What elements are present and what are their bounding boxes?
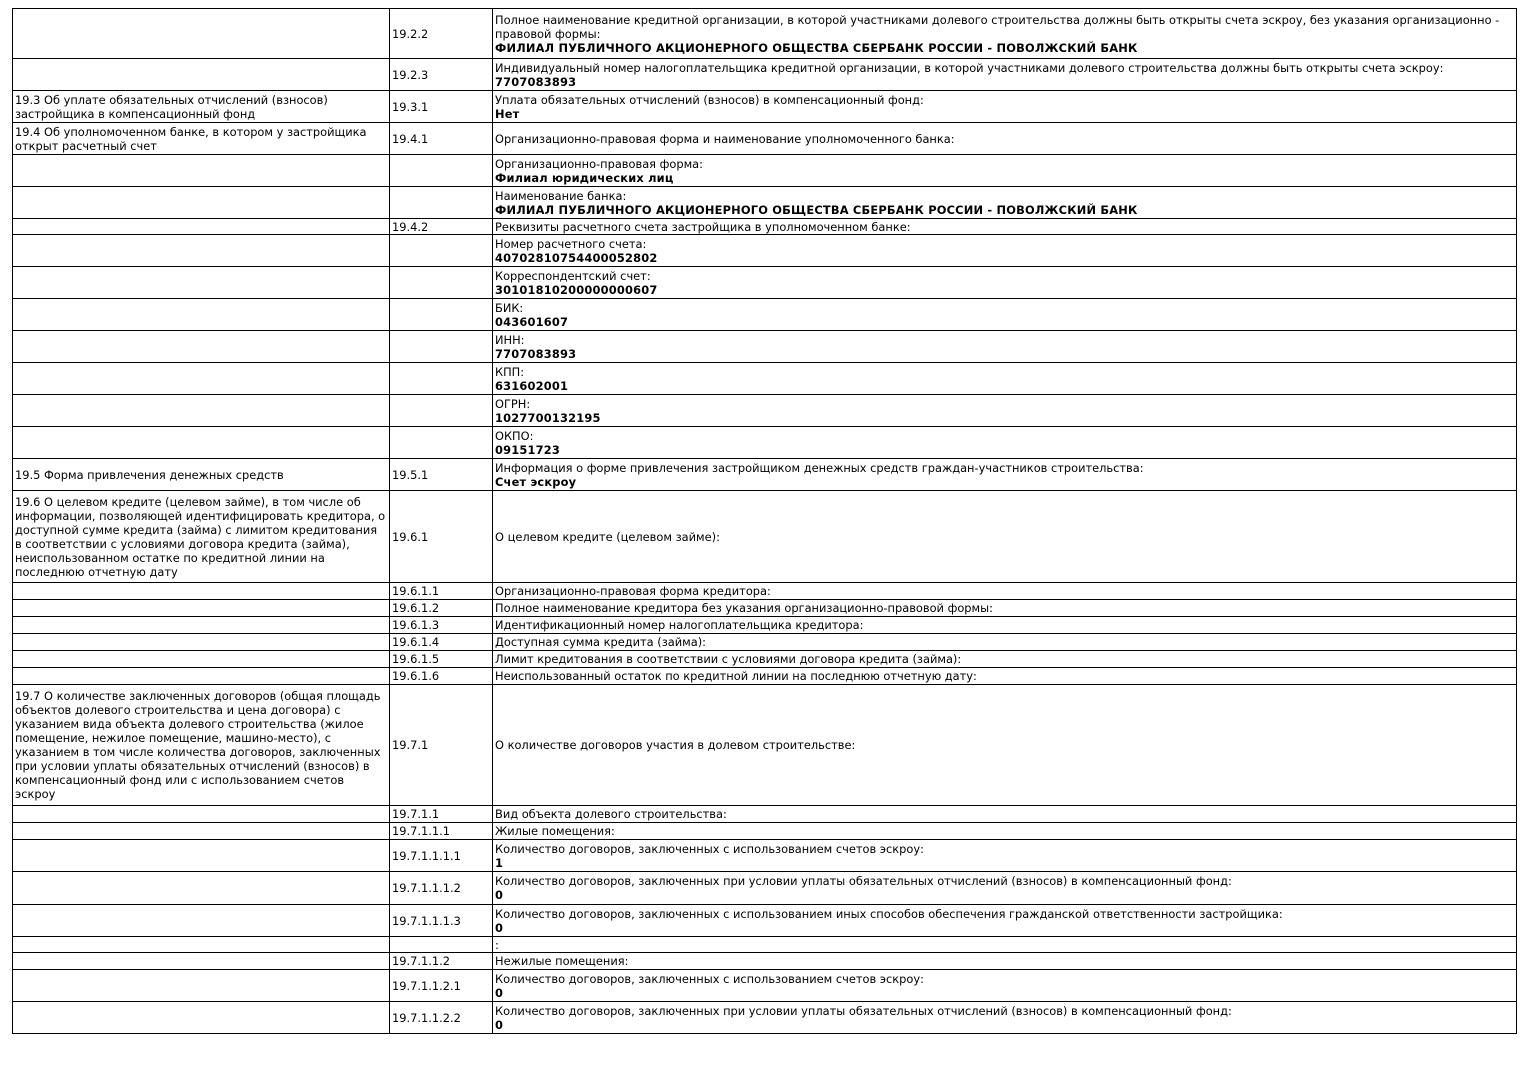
content-cell [493,267,1517,299]
code-cell: 19.6.1.5 [390,651,493,668]
content-cell [493,235,1517,267]
code-cell: 19.2.3 [390,59,493,91]
table-row [13,840,1517,872]
section-cell [13,872,390,905]
content-cell [493,872,1517,905]
code-cell: 19.6.1 [390,491,493,583]
section-cell [13,953,390,970]
code-cell [390,187,493,219]
table-row [13,299,1517,331]
content-cell [493,600,1517,617]
content-cell [493,685,1517,806]
code-cell: 19.6.1.6 [390,668,493,685]
field-label: Количество договоров, заключенных с использованием иных способов обеспечения гражданской ответственности застройщика: [495,906,1283,921]
field-value: 09151723 [495,442,561,457]
code-cell: 19.7.1 [390,685,493,806]
code-cell: 19.4.1 [390,123,493,155]
disclosure-table [12,8,1517,1034]
field-label: О количестве договоров участия в долевом строительстве: [495,738,856,752]
field-label: Лимит кредитования в соответствии с условиями договора кредита (займа): [495,652,962,666]
section-cell [13,823,390,840]
table-row [13,668,1517,685]
section-cell: 19.3 Об уплате обязательных отчислений (взносов) застройщика в компенсационный фонд [13,91,390,123]
content-cell [493,668,1517,685]
field-label: Количество договоров, заключенных при условии уплаты обязательных отчислений (взносов) в компенсационный фонд: [495,1003,1232,1018]
content-cell [493,123,1517,155]
field-label: Наименование банка: [495,188,627,203]
table-row [13,970,1517,1002]
field-label: Организационно-правовая форма: [495,156,704,171]
section-cell [13,235,390,267]
code-cell [390,395,493,427]
field-value: 631602001 [495,378,569,393]
field-value: 1027700132195 [495,410,601,425]
field-label: Количество договоров, заключенных с использованием счетов эскроу: [495,971,924,986]
field-value: ФИЛИАЛ ПУБЛИЧНОГО АКЦИОНЕРНОГО ОБЩЕСТВА СБЕРБАНК РОССИИ - ПОВОЛЖСКИЙ БАНК [495,202,1138,217]
content-cell [493,59,1517,91]
field-label: Нежилые помещения: [495,954,629,968]
table-row [13,617,1517,634]
field-value: 1 [495,855,504,870]
section-cell [13,905,390,937]
code-cell: 19.7.1.1.1.1 [390,840,493,872]
content-cell [493,427,1517,459]
field-label: БИК: [495,300,524,315]
field-label: Уплата обязательных отчислений (взносов) в компенсационный фонд: [495,92,924,107]
section-cell [13,583,390,600]
section-cell [13,840,390,872]
code-cell: 19.6.1.1 [390,583,493,600]
disclosure-table-body [13,9,1517,1034]
field-value: 0 [495,985,504,1000]
table-row [13,219,1517,235]
content-cell [493,9,1517,59]
field-label: Идентификационный номер налогоплательщика кредитора: [495,618,864,632]
section-cell [13,363,390,395]
field-value: 7707083893 [495,346,577,361]
field-value: 7707083893 [495,74,577,89]
code-cell: 19.7.1.1.1.3 [390,905,493,937]
section-cell: 19.4 Об уполномоченном банке, в котором у застройщика открыт расчетный счет [13,123,390,155]
code-cell [390,235,493,267]
table-row [13,651,1517,668]
section-cell [13,617,390,634]
section-cell [13,267,390,299]
content-cell [493,840,1517,872]
code-cell [390,267,493,299]
table-row [13,872,1517,905]
code-cell [390,331,493,363]
code-cell: 19.5.1 [390,459,493,491]
table-row [13,331,1517,363]
table-row [13,91,1517,123]
content-cell [493,905,1517,937]
table-row [13,1002,1517,1034]
table-row [13,634,1517,651]
section-cell: 19.5 Форма привлечения денежных средств [13,459,390,491]
field-value: 0 [495,1017,504,1032]
content-cell [493,299,1517,331]
field-value: 0 [495,920,504,935]
content-cell [493,155,1517,187]
content-cell [493,806,1517,823]
content-cell [493,953,1517,970]
table-row [13,155,1517,187]
field-label: Номер расчетного счета: [495,236,647,251]
field-label: Неиспользованный остаток по кредитной линии на последнюю отчетную дату: [495,669,977,683]
field-label: Вид объекта долевого строительства: [495,807,727,821]
table-row [13,395,1517,427]
table-row [13,363,1517,395]
content-cell [493,187,1517,219]
code-cell: 19.7.1.1 [390,806,493,823]
field-label: Индивидуальный номер налогоплательщика кредитной организации, в которой участниками долевого строительства должны быть открыты счета эскроу: [495,60,1444,75]
section-cell [13,155,390,187]
table-row [13,187,1517,219]
table-row [13,235,1517,267]
table-row [13,491,1517,583]
table-row [13,953,1517,970]
field-label: ИНН: [495,332,525,347]
code-cell [390,299,493,331]
field-label: : [495,937,499,952]
field-value: 30101810200000000607 [495,282,658,297]
section-cell [13,651,390,668]
code-cell: 19.6.1.4 [390,634,493,651]
section-cell [13,600,390,617]
code-cell: 19.7.1.1.1 [390,823,493,840]
content-cell [493,583,1517,600]
code-cell: 19.6.1.3 [390,617,493,634]
field-value: 043601607 [495,314,569,329]
table-row [13,9,1517,59]
field-label: О целевом кредите (целевом займе): [495,529,720,544]
section-cell [13,668,390,685]
field-label: ОКПО: [495,428,534,443]
field-label: Полное наименование кредитора без указания организационно-правовой формы: [495,601,993,615]
table-row [13,123,1517,155]
content-cell [493,331,1517,363]
code-cell: 19.6.1.2 [390,600,493,617]
section-cell [13,219,390,235]
table-row [13,823,1517,840]
field-label: Организационно-правовая форма кредитора: [495,584,771,598]
table-row [13,685,1517,806]
section-cell: 19.7 О количестве заключенных договоров (общая площадь объектов долевого строительства и цена договора) с указанием вида объекта долевого строительства (жилое помещение, нежилое помещение, машино-место), с указанием в том числе количества договоров, заключенных при условии уплаты обязательных отчислений (взносов) в компенсационный фонд или с использованием счетов эскроу [13,685,390,806]
section-cell [13,187,390,219]
code-cell [390,937,493,953]
field-label: Реквизиты расчетного счета застройщика в уполномоченном банке: [495,219,911,234]
content-cell [493,459,1517,491]
field-value: ФИЛИАЛ ПУБЛИЧНОГО АКЦИОНЕРНОГО ОБЩЕСТВА СБЕРБАНК РОССИИ - ПОВОЛЖСКИЙ БАНК [495,40,1138,55]
content-cell [493,491,1517,583]
content-cell [493,91,1517,123]
section-cell [13,299,390,331]
section-cell [13,970,390,1002]
code-cell: 19.7.1.1.2.1 [390,970,493,1002]
content-cell [493,617,1517,634]
content-cell [493,363,1517,395]
code-cell [390,155,493,187]
code-cell: 19.2.2 [390,9,493,59]
table-row [13,905,1517,937]
field-label: Полное наименование кредитной организации, в которой участниками долевого строительства должны быть открыты счета эскроу, без указания организационно - правовой формы: [495,12,1500,41]
code-cell: 19.7.1.1.2.2 [390,1002,493,1034]
section-cell [13,9,390,59]
content-cell [493,823,1517,840]
field-value: 40702810754400052802 [495,250,658,265]
table-row [13,459,1517,491]
field-value: Филиал юридических лиц [495,170,674,185]
section-cell [13,331,390,363]
section-cell [13,806,390,823]
field-value: Нет [495,106,520,121]
section-cell [13,1002,390,1034]
table-row [13,267,1517,299]
field-value: Счет эскроу [495,474,577,489]
field-label: Количество договоров, заключенных с использованием счетов эскроу: [495,841,924,856]
content-cell [493,219,1517,235]
section-cell [13,395,390,427]
table-row [13,600,1517,617]
section-cell [13,634,390,651]
content-cell [493,970,1517,1002]
table-row [13,59,1517,91]
code-cell [390,427,493,459]
code-cell: 19.4.2 [390,219,493,235]
field-label: Жилые помещения: [495,824,615,838]
table-row [13,937,1517,953]
content-cell [493,1002,1517,1034]
content-cell [493,651,1517,668]
table-row [13,427,1517,459]
code-cell [390,363,493,395]
field-label: ОГРН: [495,396,531,411]
code-cell: 19.3.1 [390,91,493,123]
section-cell [13,937,390,953]
content-cell [493,634,1517,651]
field-label: Доступная сумма кредита (займа): [495,635,707,649]
field-label: Корреспондентский счет: [495,268,651,283]
section-cell [13,59,390,91]
code-cell: 19.7.1.1.2 [390,953,493,970]
field-label: Информация о форме привлечения застройщиком денежных средств граждан-участников строительства: [495,460,1144,475]
field-label: Организационно-правовая форма и наименование уполномоченного банка: [495,131,955,146]
code-cell: 19.7.1.1.1.2 [390,872,493,905]
content-cell [493,395,1517,427]
section-cell [13,427,390,459]
field-value: 0 [495,888,504,902]
section-cell: 19.6 О целевом кредите (целевом займе), в том числе об информации, позволяющей идентифицировать кредитора, о доступной сумме кредита (займа) с лимитом кредитования в соответствии с условиями договора кредита (займа), неиспользованном остатке по кредитной линии на последнюю отчетную дату [13,491,390,583]
field-label: КПП: [495,364,525,379]
content-cell [493,937,1517,953]
table-row [13,806,1517,823]
field-label: Количество договоров, заключенных при условии уплаты обязательных отчислений (взносов) в компенсационный фонд: [495,874,1232,888]
table-row [13,583,1517,600]
